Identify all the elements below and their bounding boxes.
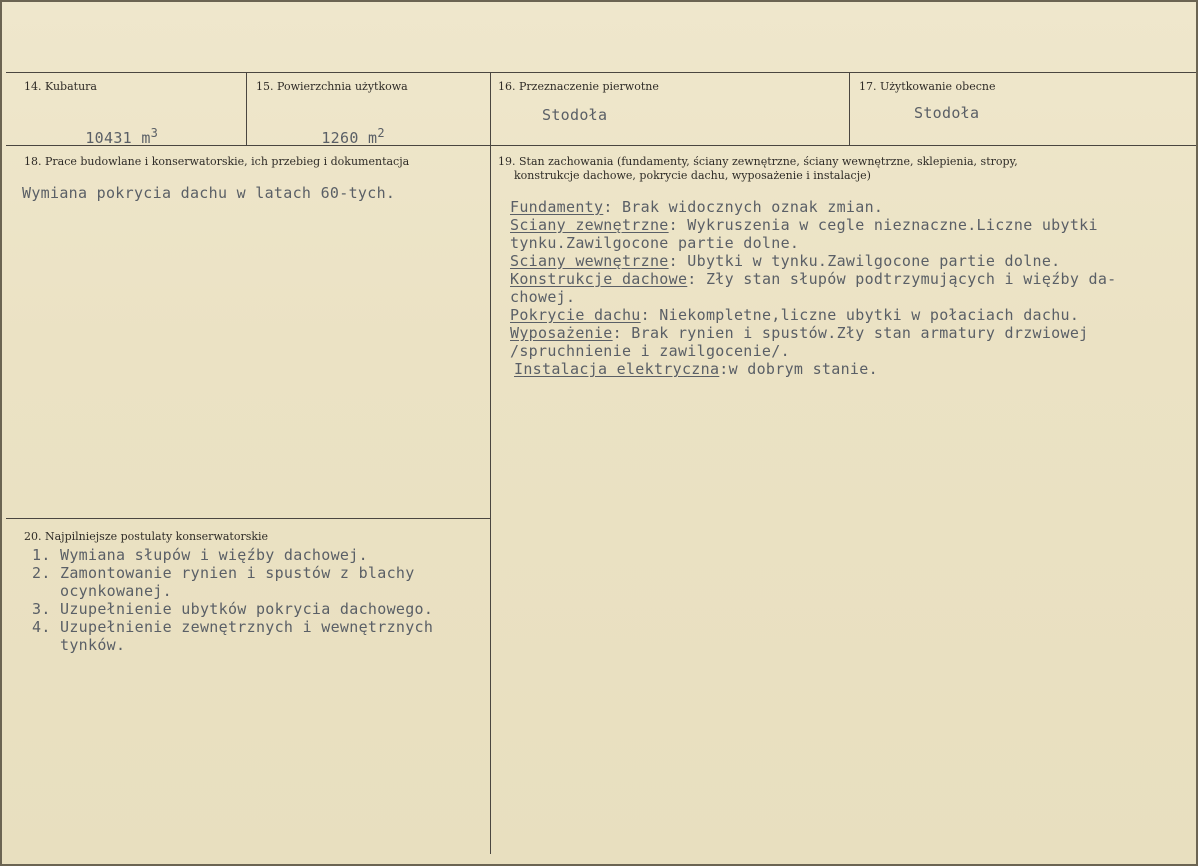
stan-item-head: Instalacja elektryczna [514, 360, 720, 378]
postulaty-list [32, 546, 487, 654]
left-mid-rule [6, 518, 491, 519]
divider-center [490, 72, 491, 854]
stan-item-continuation: chowej. [510, 288, 576, 306]
stan-item-fundamenty [510, 198, 1190, 216]
uzytkowanie-label: 17. Użytkowanie obecne [859, 80, 996, 93]
prace-label: 18. Prace budowlane i konserwatorskie, ich przebieg i dokumentacja [24, 155, 410, 168]
kubatura-unit-sup: 3 [150, 126, 159, 140]
powierzchnia-unit: m [368, 129, 378, 147]
kubatura-label: 14. Kubatura [24, 80, 97, 93]
stan-list [510, 198, 1190, 378]
stan-item-head: Pokrycie dachu [510, 306, 641, 324]
stan-item-text: : Zły stan słupów podtrzymujących i więźby da- [687, 270, 1117, 288]
divider-14-15 [246, 72, 247, 146]
postulat-line: 3. Uzupełnienie ubytków pokrycia dachowego. [32, 600, 434, 618]
postulat-line: 1. Wymiana słupów i więźby dachowej. [32, 546, 368, 564]
stan-item-text: : Wykruszenia w cegle nieznaczne.Liczne ubytki [668, 216, 1098, 234]
stan-item-head: Fundamenty [510, 198, 604, 216]
stan-item-text: : Niekompletne,liczne ubytki w połaciach dachu. [640, 306, 1080, 324]
postulat-line: 4. Uzupełnienie zewnętrznych i wewnętrznych [32, 618, 434, 636]
stan-item-head: Sciany zewnętrzne [510, 216, 669, 234]
powierzchnia-number: 1260 [321, 129, 359, 147]
stan-item-continuation: /spruchnienie i zawilgocenie/. [510, 342, 790, 360]
stan-item-text: : Brak rynien i spustów.Zły stan armatury drzwiowej [612, 324, 1089, 342]
przeznaczenie-label: 16. Przeznaczenie pierwotne [498, 80, 659, 93]
uzytkowanie-value: Stodoła [914, 104, 980, 122]
stan-item-head: Konstrukcje dachowe [510, 270, 688, 288]
stan-item-head: Wyposażenie [510, 324, 613, 342]
kubatura-number: 10431 [85, 129, 132, 147]
postulat-line: ocynkowanej. [32, 582, 172, 600]
stan-item-konstrukcje [510, 270, 1190, 288]
top-rule [6, 72, 1196, 73]
przeznaczenie-value: Stodoła [542, 106, 608, 124]
postulat-line: tynków. [32, 636, 126, 654]
stan-item-text: :w dobrym stanie. [719, 360, 878, 378]
stan-item-head: Sciany wewnętrzne [510, 252, 669, 270]
stan-item-pokrycie [510, 306, 1190, 324]
stan-item-sciany-zewnetrzne [510, 216, 1190, 234]
postulaty-label: 20. Najpilniejsze postulaty konserwatorskie [24, 530, 269, 543]
kubatura-unit: m [141, 129, 151, 147]
divider-16-17 [849, 72, 850, 146]
stan-item-text: : Brak widocznych oznak zmian. [603, 198, 884, 216]
powierzchnia-unit-sup: 2 [377, 126, 385, 140]
stan-item-sciany-wewnetrzne [510, 252, 1190, 270]
stan-label-line2: konstrukcje dachowe, pokrycie dachu, wyposażenie i instalacje) [514, 169, 871, 182]
stan-label-line1: 19. Stan zachowania (fundamenty, ściany zewnętrzne, ściany wewnętrzne, sklepienia, stropy, [498, 155, 1018, 168]
postulat-line: 2. Zamontowanie rynien i spustów z blachy [32, 564, 415, 582]
stan-item-text: : Ubytki w tynku.Zawilgocone partie dolne. [668, 252, 1061, 270]
prace-text: Wymiana pokrycia dachu w latach 60-tych. [22, 184, 396, 202]
stan-item-wyposazenie [510, 324, 1190, 342]
stan-item-instalacja [510, 360, 1190, 378]
row1-bottom-rule [6, 145, 1196, 146]
stan-item-continuation: tynku.Zawilgocone partie dolne. [510, 234, 800, 252]
powierzchnia-label: 15. Powierzchnia użytkowa [256, 80, 408, 93]
